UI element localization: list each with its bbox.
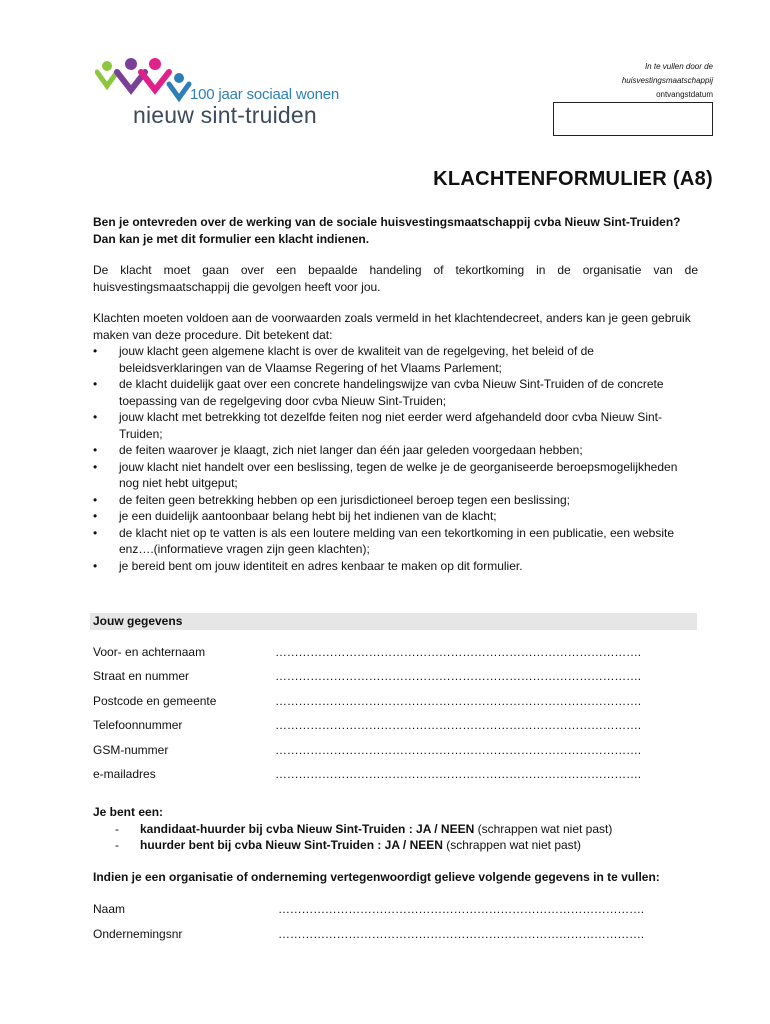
list-item: • de klacht niet op te vatten is als een loutere melding van een tekortkoming in een publicatie, een website enz….(informatieve vragen zijn geen klachten);	[93, 525, 698, 558]
field-postcode-input[interactable]: ………………………………………………………………………………….	[275, 694, 641, 708]
list-item: • jouw klacht geen algemene klacht is over de kwaliteit van de regelgeving, het beleid of de beleidsverklaringen van de Vlaamse Regering of het Vlaams Parlement;	[93, 343, 698, 376]
logo	[95, 56, 355, 128]
role-dash: -	[115, 822, 119, 836]
logo-tagline: 100 jaar sociaal wonen	[190, 86, 340, 103]
role-tenant-label: huurder bent bij cvba Nieuw Sint-Truiden : JA / NEEN	[140, 838, 443, 852]
intro-content	[93, 214, 698, 574]
intro-line2: Dan kan je met dit formulier een klacht indienen.	[93, 231, 370, 246]
field-label-street: Straat en nummer	[93, 669, 190, 683]
field-label-company-number: Ondernemingsnr	[93, 927, 183, 941]
field-street-input[interactable]: ………………………………………………………………………………….	[275, 669, 641, 683]
field-label-email: e-mailadres	[93, 767, 156, 781]
office-use-note	[622, 60, 713, 102]
list-item: • jouw klacht met betrekking tot dezelfde feiten nog niet eerder werd afgehandeld door cvba Nieuw Sint-Truiden;	[93, 409, 698, 442]
paragraph-scope: De klacht moet gaan over een bepaalde handeling of tekortkoming in de organisatie van de huisvestingsmaatschappij die gevolgen heeft voor jou.	[93, 263, 698, 294]
role-dash: -	[115, 838, 119, 852]
intro-line1: Ben je ontevreden over de werking van de sociale huisvestingsmaatschappij cvba Nieuw Sint-Truiden?	[93, 215, 681, 229]
office-note-line1: In te vullen door de	[644, 62, 713, 71]
field-name-input[interactable]: ………………………………………………………………………………….	[275, 645, 641, 659]
field-label-org-name: Naam	[93, 902, 126, 916]
field-label-name: Voor- en achternaam	[93, 645, 206, 659]
list-item: • je een duidelijk aantoonbaar belang hebt bij het indienen van de klacht;	[93, 508, 698, 525]
role-candidate-tenant[interactable]	[115, 822, 612, 836]
role-candidate-label: kandidaat-huurder bij cvba Nieuw Sint-Truiden : JA / NEEN	[140, 822, 475, 836]
list-item: • je bereid bent om jouw identiteit en adres kenbaar te maken op dit formulier.	[93, 558, 698, 575]
page-title: KLACHTENFORMULIER (A8)	[433, 168, 713, 190]
list-item: • de feiten geen betrekking hebben op een jurisdictioneel beroep tegen een beslissing;	[93, 492, 698, 509]
list-item: • jouw klacht niet handelt over een beslissing, tegen de welke je de georganiseerde beroepsmogelijkheden nog niet hebt uitgeput;	[93, 459, 698, 492]
list-item: • de klacht duidelijk gaat over een concrete handelingswijze van cvba Nieuw Sint-Truiden of de concrete toepassing van de regelgeving door cvba Nieuw Sint-Truiden;	[93, 376, 698, 409]
field-label-postcode: Postcode en gemeente	[93, 694, 217, 708]
field-label-phone: Telefoonnummer	[93, 718, 183, 732]
field-org-name-input[interactable]: ………………………………………………………………………………….	[278, 902, 644, 916]
role-heading: Je bent een:	[93, 805, 164, 819]
role-candidate-note: (schrappen wat niet past)	[474, 822, 613, 836]
logo-name: nieuw sint-truiden	[133, 102, 317, 128]
field-label-gsm: GSM-nummer	[93, 743, 169, 757]
organisation-heading: Indien je een organisatie of onderneming vertegenwoordigt gelieve volgende gegevens in te vullen:	[93, 870, 660, 884]
list-item: • de feiten waarover je klaagt, zich niet langer dan één jaar geleden voorgedaan hebben;	[93, 442, 698, 459]
office-note-line2: huisvestingsmaatschappij	[621, 76, 713, 85]
field-email-input[interactable]: ………………………………………………………………………………….	[275, 767, 641, 781]
logo-figures-icon	[95, 56, 195, 106]
office-note-line3: ontvangstdatum	[656, 90, 713, 99]
role-tenant-note: (schrappen wat niet past)	[442, 838, 581, 852]
receipt-date-box[interactable]	[553, 102, 713, 136]
paragraph-conditions: Klachten moeten voldoen aan de voorwaarden zoals vermeld in het klachtendecreet, anders kan je geen gebruik maken van deze procedure. Dit betekent dat:	[93, 311, 691, 342]
field-company-number-input[interactable]: ………………………………………………………………………………….	[278, 927, 644, 941]
field-phone-input[interactable]: ………………………………………………………………………………….	[275, 718, 641, 732]
field-gsm-input[interactable]: ………………………………………………………………………………….	[275, 743, 641, 757]
section-your-details: Jouw gegevens	[90, 613, 697, 630]
role-tenant[interactable]	[115, 838, 581, 852]
intro-question	[93, 214, 698, 247]
conditions-list	[93, 343, 698, 574]
